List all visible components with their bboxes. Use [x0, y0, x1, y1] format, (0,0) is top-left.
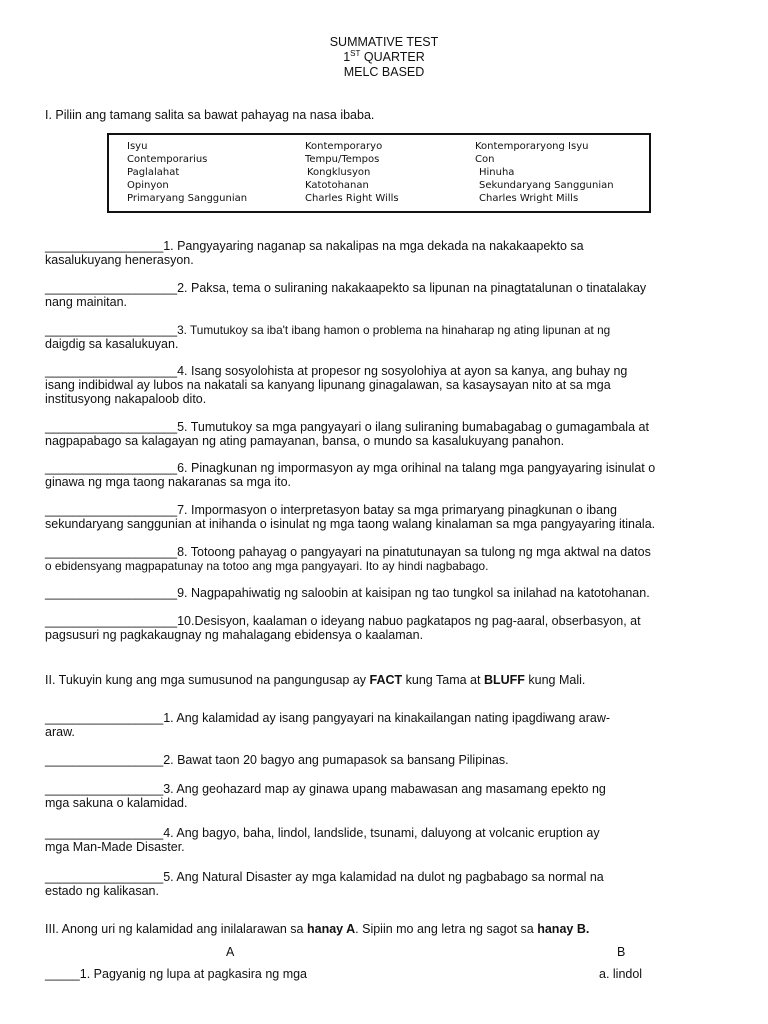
- quarter-number: 1: [343, 50, 351, 64]
- word-bank-cell: Contemporarius: [127, 154, 208, 165]
- answer-blank[interactable]: ___________________: [45, 545, 178, 559]
- item-text: 5. Ang Natural Disaster ay mga kalamidad na dulot ng pagbabago sa normal na: [163, 870, 604, 884]
- word-bank-cell: Katotohanan: [305, 180, 369, 191]
- part1-item-4: [45, 364, 725, 406]
- instruction-text: III. Anong uri ng kalamidad ang inilalarawan sa: [45, 922, 307, 936]
- item-text-cont: o ebidensyang magpapatunay na totoo ang mga pangyayari. Ito ay hindi nagbabago.: [45, 559, 489, 573]
- word-bank-cell: Opinyon: [127, 180, 169, 191]
- quarter-label: QUARTER: [360, 50, 425, 64]
- header-title: SUMMATIVE TEST: [329, 35, 439, 49]
- instruction-text: kung Tama at: [402, 673, 484, 687]
- item-text: 9. Nagpapahiwatig ng saloobin at kaisipan ng tao tungkol sa inilahad na katotohanan.: [177, 586, 650, 600]
- part1-item-9: [45, 586, 725, 600]
- bluff-keyword: BLUFF: [483, 673, 525, 687]
- item-text-cont: pagsusuri ng pagkakaugnay ng mahalagang ebidensya o kaalaman.: [45, 628, 424, 642]
- part1-item-3: [45, 323, 725, 351]
- answer-choice-a: a. lindol: [599, 967, 643, 981]
- item-text: 3. Ang geohazard map ay ginawa upang mabawasan ang masamang epekto ng: [163, 782, 606, 796]
- item-text-cont: nagpapabago sa kalagayan ng ating pamayanan, bansa, o mundo sa kasalukuyang panahon.: [45, 434, 565, 448]
- part2-instruction: [45, 673, 585, 687]
- part1-item-6: [45, 461, 725, 489]
- word-bank-cell: Primaryang Sanggunian: [127, 193, 248, 204]
- item-text-cont: mga Man-Made Disaster.: [45, 840, 185, 854]
- item-text: 6. Pinagkunan ng impormasyon ay mga orihinal na talang mga pangyayaring isinulat o: [177, 461, 656, 475]
- quarter-superscript: ST: [350, 49, 361, 58]
- item-text: 2. Paksa, tema o suliraning nakakaapekto sa lipunan na pinagtatalunan o tinatalakay: [177, 281, 647, 295]
- answer-blank[interactable]: ___________________: [45, 461, 178, 475]
- answer-blank[interactable]: ___________________: [45, 586, 178, 600]
- answer-blank[interactable]: _________________: [45, 870, 164, 884]
- part2-item-3: [45, 782, 725, 810]
- part2-item-5: [45, 870, 725, 898]
- word-bank-cell: Charles Right Wills: [305, 193, 399, 204]
- part1-item-1: [45, 239, 725, 267]
- answer-blank[interactable]: _________________: [45, 711, 164, 725]
- part2-item-4: [45, 826, 725, 854]
- answer-blank[interactable]: ___________________: [45, 614, 178, 628]
- item-text: 7. Impormasyon o interpretasyon batay sa mga primaryang pinagkunan o ibang: [177, 503, 617, 517]
- item-text: 1. Pangyayaring naganap sa nakalipas na mga dekada na nakakaapekto sa: [163, 239, 584, 253]
- answer-blank[interactable]: _________________: [45, 826, 164, 840]
- answer-blank[interactable]: _____: [45, 967, 80, 981]
- part1-instruction: I. Piliin ang tamang salita sa bawat pahayag na nasa ibaba.: [45, 108, 375, 122]
- hanay-a-keyword: hanay A: [306, 922, 356, 936]
- header-quarter: [0, 50, 768, 65]
- item-text: 10.Desisyon, kaalaman o ideyang nabuo pagkatapos ng pag-aaral, obserbasyon, at: [177, 614, 641, 628]
- item-text: 8. Totoong pahayag o pangyayari na pinatutunayan sa tulong ng mga aktwal na datos: [177, 545, 651, 559]
- item-text-cont: daigdig sa kasalukuyan.: [45, 337, 179, 351]
- item-text-cont: isang indibidwal ay lubos na nakatali sa kanyang lipunang ginagalawan, sa kasaysayan nito at sa mga: [45, 378, 611, 392]
- item-text: 1. Ang kalamidad ay isang pangyayari na kinakailangan nating ipagdiwang araw-: [163, 711, 611, 725]
- column-a-label: A: [226, 945, 235, 959]
- answer-blank[interactable]: ___________________: [45, 503, 178, 517]
- item-text-cont: kasalukuyang henerasyon.: [45, 253, 194, 267]
- instruction-text: kung Mali.: [524, 673, 586, 687]
- header-subtitle: MELC BASED: [343, 65, 425, 79]
- word-bank-cell: Kontemporaryong Isyu: [475, 141, 589, 152]
- test-header: [0, 35, 768, 80]
- part1-item-2: [45, 281, 725, 309]
- answer-blank[interactable]: ___________________: [45, 281, 178, 295]
- item-text-cont: institusyong nakapaloob dito.: [45, 392, 207, 406]
- part1-item-8: [45, 545, 725, 573]
- instruction-text: II. Tukuyin kung ang mga sumusunod na pangungusap ay: [45, 673, 370, 687]
- item-text-cont: estado ng kalikasan.: [45, 884, 159, 898]
- answer-blank[interactable]: ___________________: [45, 364, 178, 378]
- word-bank-cell: Paglalahat: [127, 167, 180, 178]
- part1-item-5: [45, 420, 725, 448]
- word-bank-cell: Isyu: [127, 141, 148, 152]
- item-text-cont: ginawa ng mga taong nakaranas sa mga ito.: [45, 475, 291, 489]
- word-bank-cell: Hinuha: [479, 167, 515, 178]
- answer-blank[interactable]: _________________: [45, 753, 164, 767]
- item-text: 1. Pagyanig ng lupa at pagkasira ng mga: [79, 967, 308, 981]
- part2-item-2: [45, 753, 725, 767]
- part2-item-1: [45, 711, 725, 739]
- instruction-text: . Sipiin mo ang letra ng sagot sa: [355, 922, 538, 936]
- item-text: 4. Isang sosyolohista at propesor ng sosyolohiya at ayon sa kanya, ang buhay ng: [177, 364, 628, 378]
- answer-blank[interactable]: _________________: [45, 239, 164, 253]
- fact-keyword: FACT: [369, 673, 403, 687]
- item-text: 3. Tumutukoy sa iba't ibang hamon o problema na hinaharap ng ating lipunan at ng: [177, 323, 611, 337]
- item-text-cont: sekundaryang sanggunian at inihanda o isinulat ng mga taong walang kinalaman sa mga pangyayaring itinala.: [45, 517, 656, 531]
- word-bank-cell: Con: [475, 154, 495, 165]
- part1-item-7: [45, 503, 725, 531]
- word-bank-cell: Sekundaryang Sanggunian: [479, 180, 614, 191]
- item-text-cont: mga sakuna o kalamidad.: [45, 796, 188, 810]
- item-text-cont: nang mainitan.: [45, 295, 128, 309]
- word-bank-cell: Tempu/Tempos: [305, 154, 380, 165]
- item-text: 4. Ang bagyo, baha, lindol, landslide, tsunami, daluyong at volcanic eruption ay: [163, 826, 600, 840]
- item-text: 2. Bawat taon 20 bagyo ang pumapasok sa bansang Pilipinas.: [163, 753, 509, 767]
- answer-blank[interactable]: ___________________: [45, 420, 178, 434]
- answer-blank[interactable]: _________________: [45, 782, 164, 796]
- item-text-cont: araw.: [45, 725, 75, 739]
- answer-blank[interactable]: ___________________: [45, 323, 178, 337]
- word-bank-box: [107, 133, 651, 213]
- word-bank-cell: Kontemporaryo: [305, 141, 383, 152]
- item-text: 5. Tumutukoy sa mga pangyayari o ilang suliraning bumabagabag o gumagambala at: [177, 420, 649, 434]
- part1-item-10: [45, 614, 725, 642]
- column-b-label: B: [617, 945, 626, 959]
- word-bank-cell: Kongklusyon: [307, 167, 371, 178]
- word-bank-cell: Charles Wright Mills: [479, 193, 579, 204]
- part3-instruction: [45, 922, 589, 936]
- hanay-b-keyword: hanay B.: [537, 922, 590, 936]
